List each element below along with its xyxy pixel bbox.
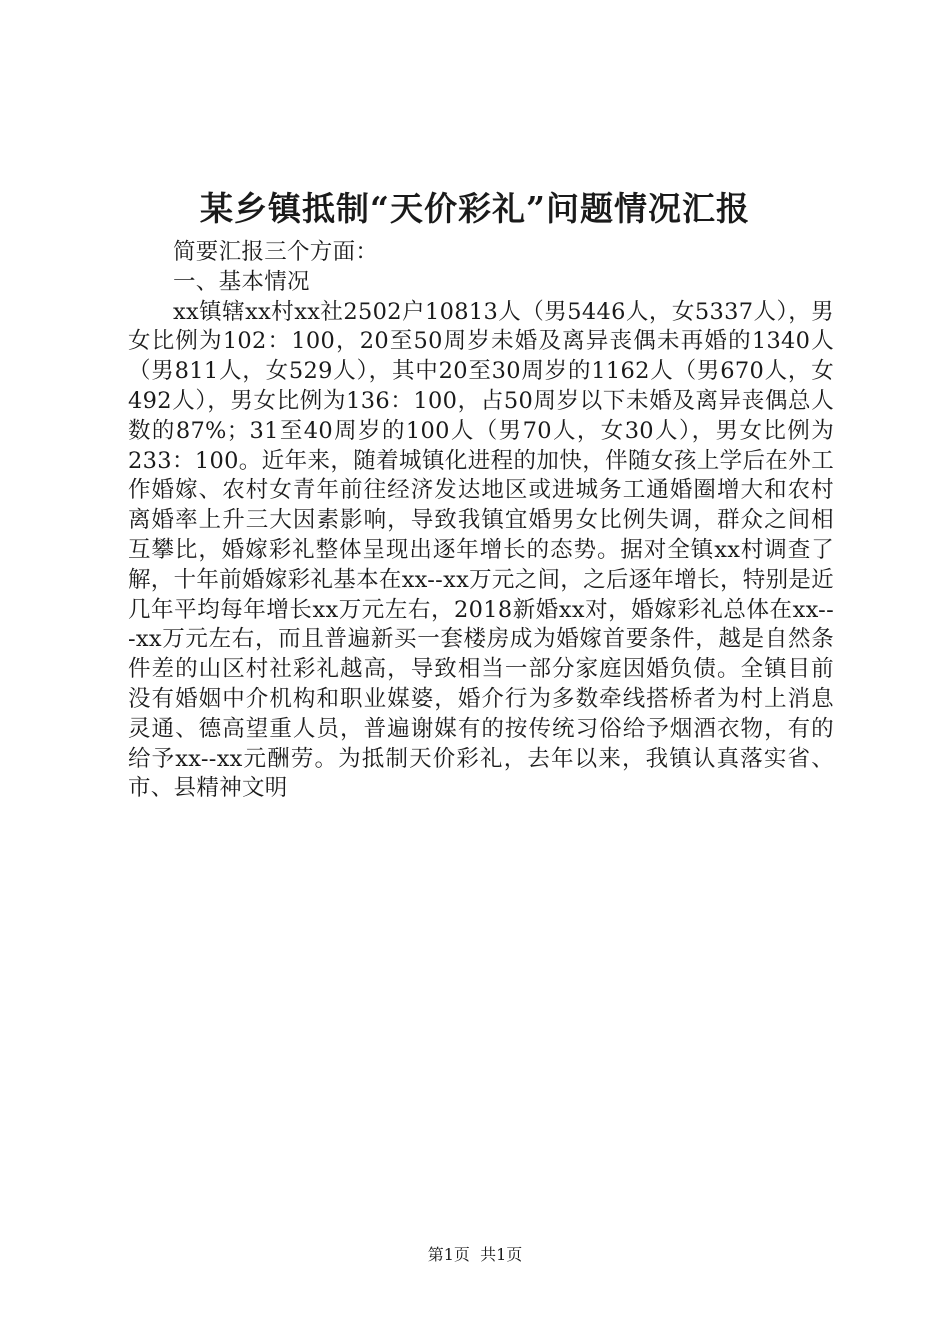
- document-body: [128, 238, 834, 804]
- page-total: 共1页: [480, 1245, 523, 1264]
- paragraph-intro: 简要汇报三个方面：: [173, 239, 379, 265]
- footer-spacer: [470, 1245, 480, 1264]
- paragraph-basic-situation: xx镇辖xx村xx社2502户10813人（男5446人，女5337人），男女比例为102：100，20至50周岁未婚及离异丧偶未再婚的1340人（男811人，女529人），其中20至30周岁的1162人（男670人，女492人），男女比例为136：100，占50周岁以下未婚及离异丧偶总人数的87%；31至40周岁的100人（男70人，女30人），男女比例为233：100。近年来，随着城镇化进程的加快，伴随女孩上学后在外工作婚嫁、农村女青年前往经济发达地区或进城务工通婚圈增大和农村离婚率上升三大因素影响，导致我镇宜婚男女比例失调，群众之间相互攀比，婚嫁彩礼整体呈现出逐年增长的态势。据对全镇xx村调查了解，十年前婚嫁彩礼基本在xx--xx万元之间，之后逐年增长，特别是近几年平均每年增长xx万元左右，2018新婚xx对，婚嫁彩礼总体在xx---xx万元左右，而且普遍新买一套楼房成为婚嫁首要条件，越是自然条件差的山区村社彩礼越高，导致相当一部分家庭因婚负债。全镇目前没有婚姻中介机构和职业媒婆，婚介行为多数牵线搭桥者为村上消息灵通、德高望重人员，普遍谢媒有的按传统习俗给予烟酒衣物，有的给予xx--xx元酬劳。为抵制天价彩礼，去年以来，我镇认真落实省、市、县精神文明: [128, 298, 834, 802]
- section-heading-basic-situation: 一、基本情况: [173, 268, 310, 295]
- document-title: 某乡镇抵制“天价彩礼”问题情况汇报: [200, 189, 750, 228]
- page-number: 第1页: [427, 1245, 470, 1264]
- page-footer: [0, 1244, 950, 1266]
